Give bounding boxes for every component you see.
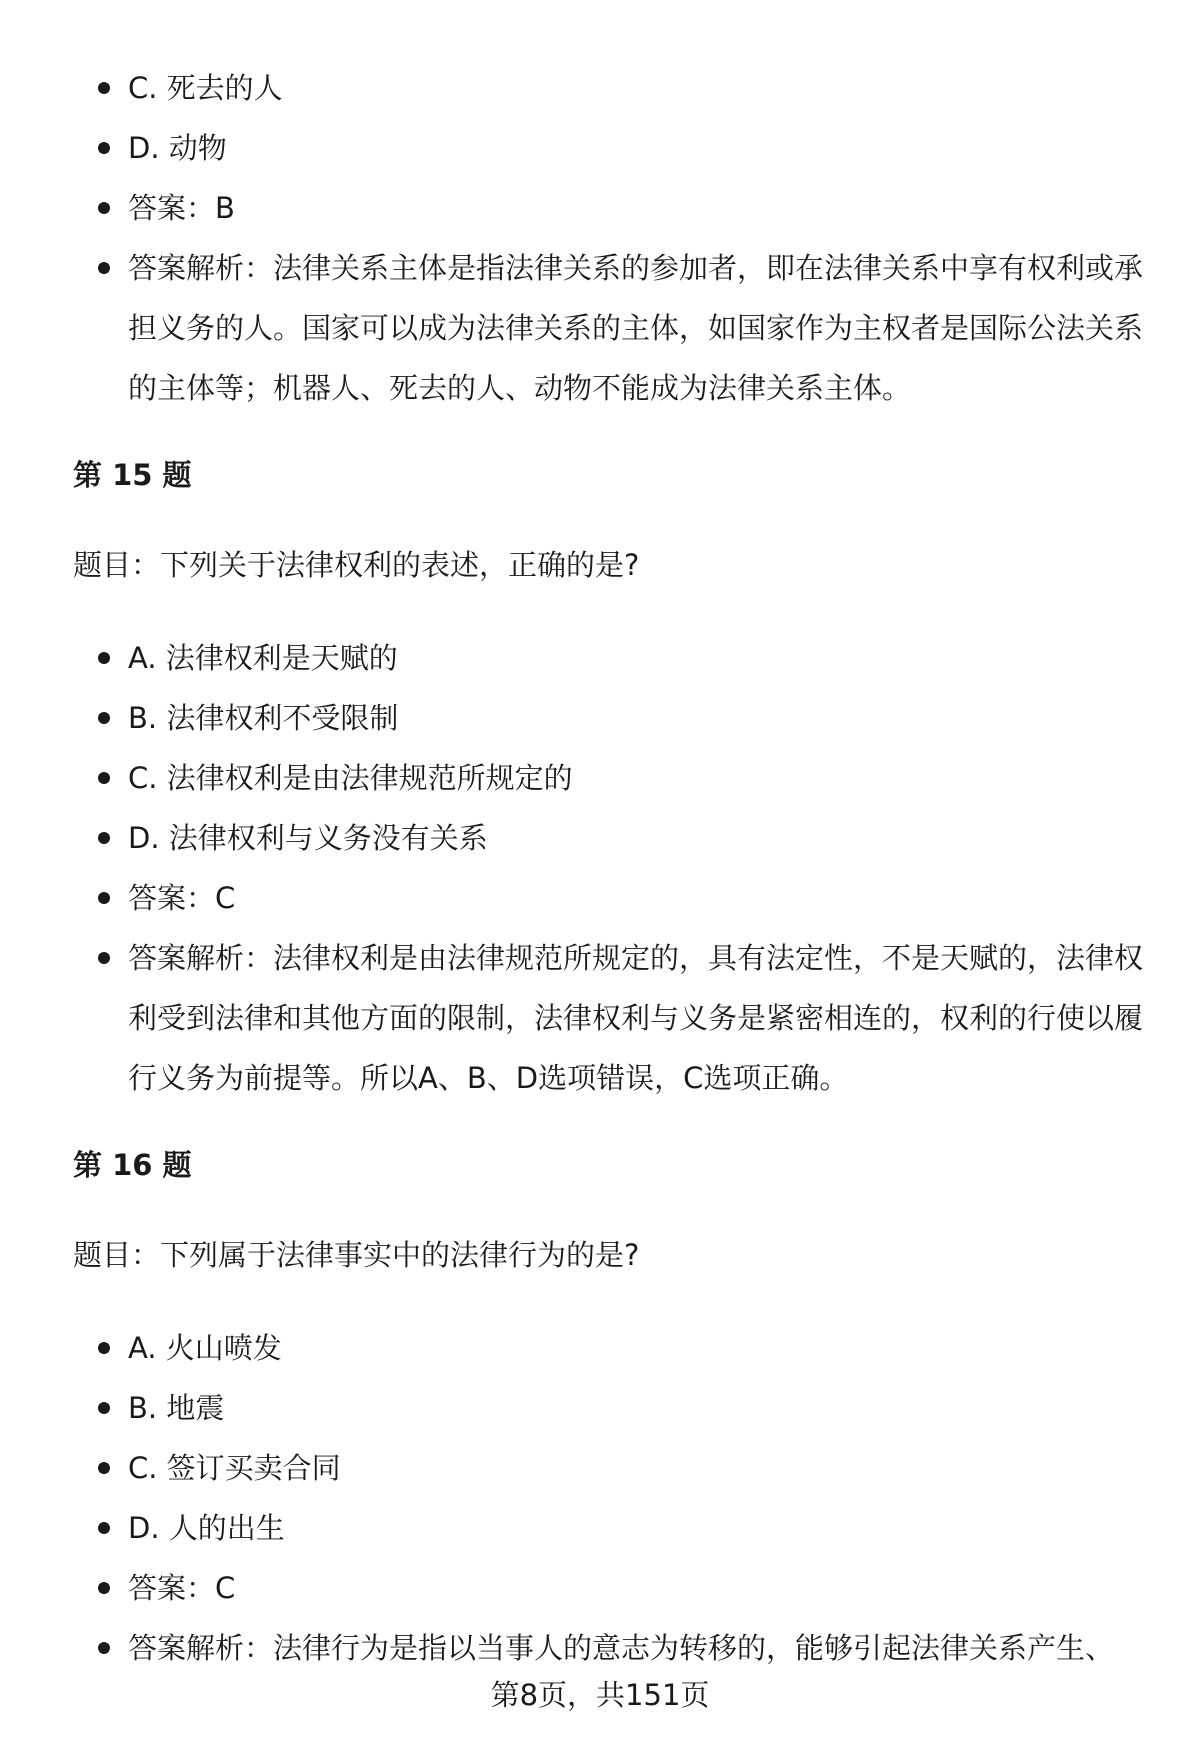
option-c: C. 死去的人	[128, 58, 1143, 118]
option-b: B. 地震	[128, 1378, 1143, 1438]
option-a: A. 火山喷发	[128, 1318, 1143, 1378]
answer-analysis: 答案解析：法律权利是由法律规范所规定的，具有法定性，不是天赋的，法律权利受到法律和其他方面的限制，法律权利与义务是紧密相连的，权利的行使以履行义务为前提等。所以A、B、D选项错误，C选项正确。	[128, 928, 1143, 1108]
question-16-heading: 第 16 题	[73, 1148, 192, 1182]
option-d: D. 法律权利与义务没有关系	[128, 808, 1143, 868]
option-c: C. 法律权利是由法律规范所规定的	[128, 748, 1143, 808]
question-15-heading: 第 15 题	[73, 458, 192, 492]
page-number: 第8页，共151页	[490, 1678, 710, 1712]
option-b: B. 法律权利不受限制	[128, 688, 1143, 748]
question-15-text: 题目：下列关于法律权利的表述，正确的是?	[73, 548, 640, 582]
option-d: D. 动物	[128, 118, 1143, 178]
answer: 答案：C	[128, 1558, 1143, 1618]
answer: 答案：B	[128, 178, 1143, 238]
answer-analysis: 答案解析：法律行为是指以当事人的意志为转移的，能够引起法律关系产生、	[128, 1618, 1143, 1678]
option-a: A. 法律权利是天赋的	[128, 628, 1143, 688]
question-16-text: 题目：下列属于法律事实中的法律行为的是?	[73, 1238, 640, 1272]
option-d: D. 人的出生	[128, 1498, 1143, 1558]
answer-analysis: 答案解析：法律关系主体是指法律关系的参加者，即在法律关系中享有权利或承担义务的人。国家可以成为法律关系的主体，如国家作为主权者是国际公法关系的主体等；机器人、死去的人、动物不能成为法律关系主体。	[128, 238, 1143, 418]
answer: 答案：C	[128, 868, 1143, 928]
option-c: C. 签订买卖合同	[128, 1438, 1143, 1498]
